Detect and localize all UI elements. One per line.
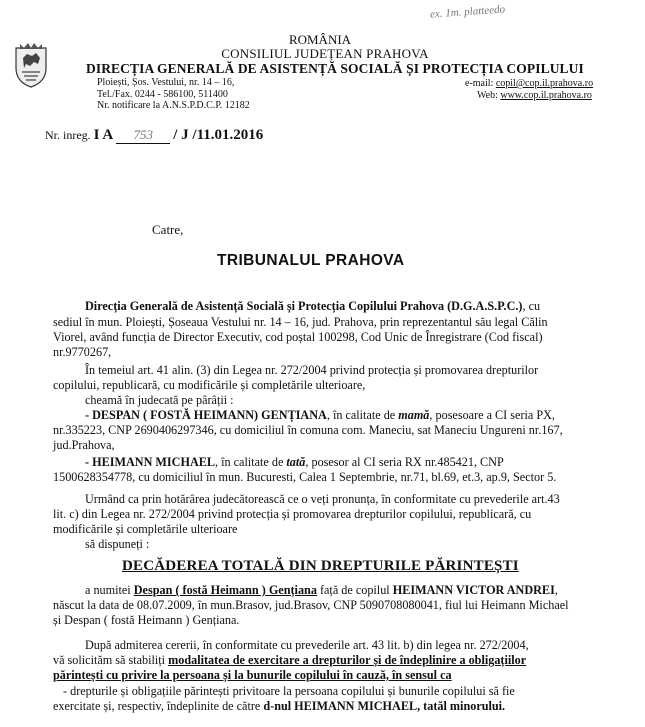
p1-tail: , cu (522, 299, 541, 313)
institution-name: Direcția Generală de Asistență Socială și Protecția Copilului Prahova (D.G.A.S.P.C.) (85, 299, 523, 313)
mother-role: mamă (398, 408, 430, 422)
address-line-2: Tel./Fax. 0244 - 586100, 511400 (97, 89, 228, 100)
web-label: Web: (477, 90, 501, 101)
father-name-final: d-nul HEIMANN MICHAEL, tatăl minorului. (263, 699, 506, 713)
mother-name: - DESPAN ( FOSTĂ HEIMANN) GENȚIANA (85, 408, 327, 422)
p2-line-1: În temeiul art. 41 alin. (3) din Legea nr. 272/2004 privind protecția și promovarea drepturilor (85, 363, 539, 377)
p6-pre: vă solicităm să stabiliți (53, 653, 169, 667)
p7-line-2 (53, 699, 505, 714)
father-line-1 (85, 455, 504, 470)
p4-line-1: Urmând ca prin hotărârea judecătorească ce o veți pronunța, în conformitate cu prevederile art.43 (85, 492, 560, 506)
p6-line-3: părintești cu privire la persoana și la bunurile copilului în cauză, în sensul ca (53, 668, 452, 682)
father-line-2: 1500628354778, cu domiciliul în mun. Bucuresti, Calea 1 Septembrie, nr.71, bl.69, et.3, ap.9, Sector 5. (53, 470, 557, 484)
p2-line-2: copilului, republicară, cu modificările și completările ulterioare, (53, 378, 366, 392)
recipient-label: Catre, (152, 222, 184, 237)
country-heading: ROMÂNIA (288, 32, 352, 47)
county-crest-icon (14, 42, 48, 88)
p5-line-3: și Despan ( fostă Heimann ) Gențiana. (53, 613, 240, 627)
address-line-3: Nr. notificare la A.N.S.P.D.C.P. 12182 (97, 100, 250, 111)
p5-line-1 (85, 583, 558, 598)
father-name: - HEIMANN MICHAEL (85, 455, 215, 469)
p1-line-3: Viorel, având funcția de Director Executiv, cod poștal 100298, Cod Unic de Înregistrare (Cod fiscal) (53, 330, 543, 344)
address-line-1: Ploiești, Șos. Vestului, nr. 14 – 16, (97, 77, 235, 88)
registration-prefix: I A (93, 127, 114, 143)
court-name: TRIBUNALUL PRAHOVA (217, 252, 405, 269)
father-role: tată (286, 455, 306, 469)
web-line (477, 90, 592, 101)
mother-role-pre: , în calitate de (326, 408, 399, 422)
p7-pre: exercitate și, respectiv, îndeplinite de către (53, 699, 264, 713)
email-label: e-mail: (465, 78, 496, 89)
p4-line-2: lit. c) din Legea nr. 272/2004 privind protecția și promovarea drepturilor copilului, republicară, cu (53, 507, 532, 521)
email-link[interactable]: copil@cop.il.prahova.ro (495, 78, 594, 89)
council-heading: CONSILIUL JUDEȚEAN PRAHOVA (221, 46, 429, 61)
handwritten-note: ex. 1m. platteedo (429, 3, 506, 21)
father-role-pre: , în calitate de (215, 455, 287, 469)
p5-tail: , (554, 583, 558, 597)
p4-line-4: să dispuneți : (85, 537, 150, 551)
p4-line-3: modificările și completările ulterioare (53, 522, 238, 536)
p1-line-2: sediul în mun. Ploiești, Șoseaua Vestului nr. 14 – 16, jud. Prahova, prin reprezentantul său legal Călin (53, 315, 548, 329)
mother-tail: , posesoare a CI seria PX, (429, 408, 555, 422)
p1-line-1 (85, 299, 540, 314)
registration-suffix: / J /11.01.2016 (173, 127, 264, 143)
registration-label: Nr. inreg. (45, 128, 91, 142)
registration-handwritten-number: 753 (116, 127, 170, 144)
father-tail: , posesor al CI seria RX nr.485421, CNP (305, 455, 504, 469)
mother-line-1 (85, 408, 555, 423)
mother-name-underlined: Despan ( fostă Heimann ) Gențiana (133, 583, 317, 597)
p6-line-1: După admiterea cererii, în conformitate cu prevederile art. 43 lit. b) din legea nr. 272/2004, (85, 638, 529, 652)
directorate-heading: DIRECȚIA GENERALĂ DE ASISTENȚĂ SOCIALĂ ȘI PROTECȚIA COPILULUI (86, 61, 584, 76)
child-name: HEIMANN VICTOR ANDREI (392, 583, 555, 597)
email-line (465, 78, 593, 89)
p6-line-2 (53, 653, 526, 668)
web-link[interactable]: www.cop.il.prahova.ro (500, 90, 592, 101)
p5-pre: a numitei (85, 583, 134, 597)
p5-mid: față de copilul (316, 583, 393, 597)
mother-line-2: nr.335223, CNP 2690406297346, cu domiciliul în comuna com. Maneciu, sat Maneciu Ungureni nr.167, (53, 423, 563, 437)
p3-line: cheamă în judecată pe pârâții : (85, 393, 234, 407)
registration-number (45, 127, 263, 144)
p5-line-2: născut la data de 08.07.2009, în mun.Brasov, jud.Brasov, CNP 5090708080041, fiul lui Heimann Michael (53, 598, 569, 612)
mother-line-3: jud.Prahova, (53, 438, 115, 452)
p1-line-4: nr.9770267, (53, 345, 112, 359)
p6-bold: modalitatea de exercitare a drepturilor și de îndeplinire a obligațiilor (168, 653, 527, 667)
ruling-heading: DECĂDEREA TOTALĂ DIN DREPTURILE PĂRINTEȘTI (122, 558, 519, 574)
p7-line-1: - drepturile și obligațiile părintești privitoare la persoana copilului și bunurile copilului să fie (63, 684, 515, 698)
